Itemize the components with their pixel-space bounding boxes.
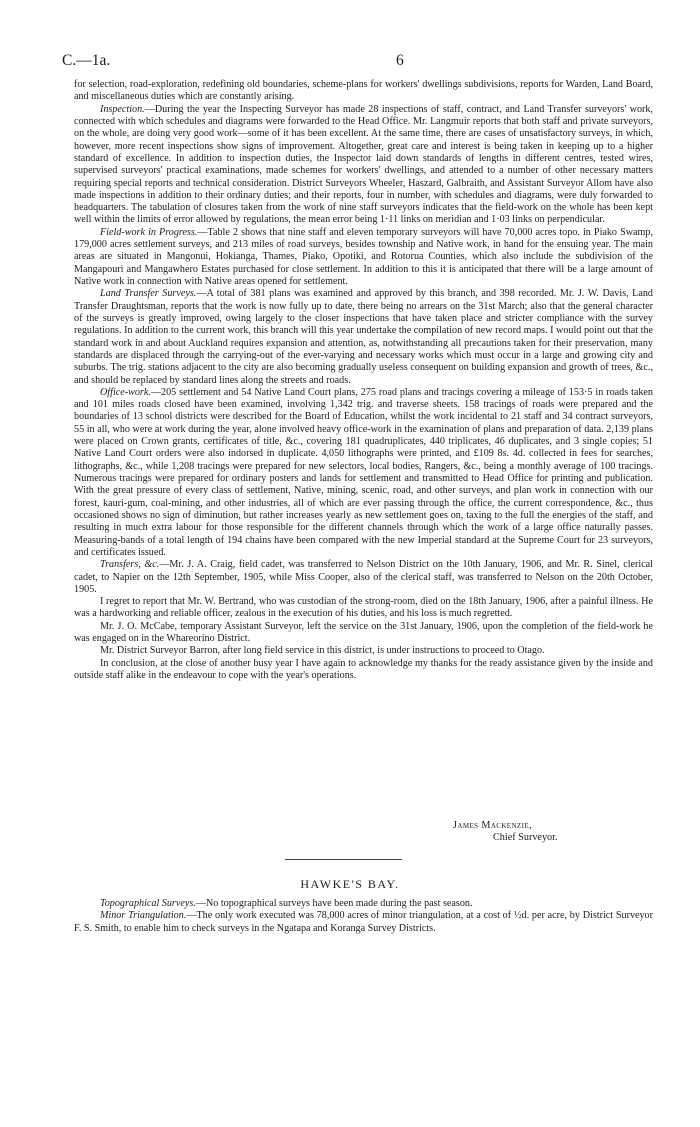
paragraph-field-work: Field-work in Progress.—Table 2 shows that nine staff and eleven temporary surveyors will have 70,000 acres topo. in Piako Swamp, 179,000 acres settlement surveys, and 213 miles of road surveys, besides township and Native work, in hand for the ensuing year. The main areas are situated in Mangonui, Hokianga, Thames, Piako, Opotiki, and Rotorua Counties, which also include the subdivision of the Mangapouri and Mangawhero Estates purchased for close settlement. In addition to this it is anticipated that there will be a large amount of Native work in connection with Native areas opened for settlement. bbox=[74, 226, 653, 287]
paragraph-mccabe: Mr. J. O. McCabe, temporary Assistant Surveyor, left the service on the 31st January, 1906, upon the completion of the field-work he was engaged on in the Whareorino District. bbox=[74, 620, 653, 645]
paragraph-lead: Inspection. bbox=[100, 103, 145, 115]
report-body bbox=[74, 79, 653, 682]
section-body bbox=[74, 898, 653, 935]
paragraph-lead: Land Transfer Surveys. bbox=[100, 288, 197, 300]
signatory-title: Chief Surveyor. bbox=[493, 832, 558, 844]
section-title: HAWKE'S BAY. bbox=[300, 877, 400, 891]
paragraph-continuation: for selection, road-exploration, redefining old boundaries, scheme-plans for workers' dwellings subdivisions, reports for Warden, Land Board, and miscellaneous duties which are constantly arising. bbox=[74, 79, 653, 103]
paragraph-inspection: Inspection.—During the year the Inspecting Surveyor has made 28 inspections of staff, contract, and Land Transfer surveyors' work, connected with which schedules and diagrams were forwarded to the Head Office. Mr. Langmuir reports that both staff and private surveyors, on the whole, are doing very good work—some of it has been excellent. At the same time, there are cases of unsatisfactory surveys, in which, however, more recent inspections show signs of improvement. Altogether, great care and interest is being taken in keeping up to a higher standard of excellence. In addition to inspection duties, the Inspector laid down standards of lengths in different centres, tested wires, supervised surveyors' practical examinations, made schemes for workers' dwellings, and attended to a number of other necessary matters requiring special reports and technical consideration. District Surveyors Wheeler, Haszard, Galbraith, and Assistant Surveyor Allom have also made inspections in addition to their ordinary duties; and their reports, four in number, with schedules and diagrams, were duly forwarded to headquarters. The tabulation of closures taken from the work of nine staff surveyors indicates that the field-work on the whole has been kept well within the limits of error allowed by regulations, the mean error being 1·11 links on meridian and 1·03 links on perpendicular. bbox=[74, 103, 653, 226]
paragraph-office-work: Office-work.—205 settlement and 54 Native Land Court plans, 275 road plans and tracings covering a mileage of 153·5 in roads taken and 101 miles roads closed have been examined, involving 1,342 trig. and traverse sheets. 158 tracings of roads were prepared and the boundaries of 13 school districts were described for the Board of Education, whilst the work incidental to 21 staff and 34 contract surveyors, 55 in all, who were at work during the year, alone involved heavy office-work in the examination of plans and preparation of data. 2,139 plans were placed on Crown grants, certificates of title, &c., covering 181 quadruplicates, 440 triplicates, 46 duplicates, and 3 single copies; 51 Native Land Court orders were also indorsed in duplicate. 4,050 lithographs were printed, and £109 8s. 4d. collected in fees for searches, lithographs, &c., while 1,208 tracings were prepared for new selectors, local bodies, Rangers, &c., being a monthly average of 100 tracings. Numerous tracings were prepared for ordinary posters and lands for settlement and transmitted to Head Office for printing and publication. With the great pressure of every class of settlement, Native, mining, scenic, road, and other surveys, and plan work in connection with our forest, kauri-gum, coal-mining, and other industries, all of which are ever passing through the office, the current correspondence, &c., thus occasioned shows no sign of diminution, but rather increases yearly as new settlement goes on, taxing to the full the energies of the staff, and resulting in much extra labour for those responsible for the different channels through which the work of a large office naturally passes. Measuring-bands of a total length of 194 chains have been compared with the new Imperial standard at the Supreme Court for 23 surveyors, and certificates issued. bbox=[74, 386, 653, 558]
signatory-name: James Mackenzie, bbox=[453, 820, 532, 831]
section-divider bbox=[285, 859, 402, 860]
paragraph-barron: Mr. District Surveyor Barron, after long field service in this district, is under instructions to proceed to Otago. bbox=[100, 645, 545, 657]
paragraph-topographical: Topographical Surveys.—No topographical surveys have been made during the past season. bbox=[100, 898, 473, 909]
paragraph-land-transfer: Land Transfer Surveys.—A total of 381 plans was examined and approved by this branch, and 398 recorded. Mr. J. W. Davis, Land Transfer Draughtsman, reports that the work is now fully up to date, there being no arrears on the 31st March; also that the general character of the surveys is greatly improved, owing largely to the closer inspections that have taken place and stricter compliance with the survey regulations. In addition to the current work, this branch will this year undertake the compilation of new record maps. I would point out that the standard work in and about Auckland requires expansion and attention, as, notwithstanding all precautions taken for their preservation, many standards are displaced through the carrying-out of the ever-varying and necessary works which must occur in a large and growing city and suburbs. The trig. stations adjacent to the city are also becoming gradually useless consequent on building expansion and growth of trees, &c., and should be replaced by standard lines along the streets and roads. bbox=[74, 288, 653, 386]
document-reference: C.—1a. bbox=[62, 52, 111, 69]
signature-block bbox=[453, 820, 633, 845]
paragraph-transfers: Transfers, &c.—Mr. J. A. Craig, field cadet, was transferred to Nelson District on the 10th January, 1906, and Mr. R. Sinel, clerical cadet, to Napier on the 12th September, 1905, while Miss Cooper, also of the clerical staff, was transferred to Nelson on the 20th October, 1905. bbox=[74, 559, 653, 595]
page-number: 6 bbox=[396, 52, 404, 69]
page-header bbox=[62, 52, 662, 74]
paragraph-triangulation: Minor Triangulation.—The only work executed was 78,000 acres of minor triangulation, at a cost of ½d. per acre, by District Surveyor F. S. Smith, to enable him to check surveys in the Ngatapa and Koranga Survey Districts. bbox=[74, 910, 653, 934]
paragraph-lead: Transfers, &c. bbox=[100, 559, 160, 571]
paragraph-lead: Office-work. bbox=[100, 386, 151, 398]
paragraph-conclusion: In conclusion, at the close of another busy year I have again to acknowledge my thanks for the ready assistance given by the inside and outside staff alike in the endeavour to cope with the year's operations. bbox=[74, 657, 653, 681]
paragraph-lead: Minor Triangulation. bbox=[100, 910, 187, 922]
paragraph-lead: Field-work in Progress. bbox=[100, 226, 198, 238]
paragraph-lead: Topographical Surveys. bbox=[100, 898, 196, 909]
paragraph-bertrand: I regret to report that Mr. W. Bertrand, who was custodian of the strong-room, died on the 18th January, 1906, after a painful illness. He was a hardworking and reliable officer, zealous in the execution of his duties, and his loss is much regretted. bbox=[74, 596, 653, 620]
